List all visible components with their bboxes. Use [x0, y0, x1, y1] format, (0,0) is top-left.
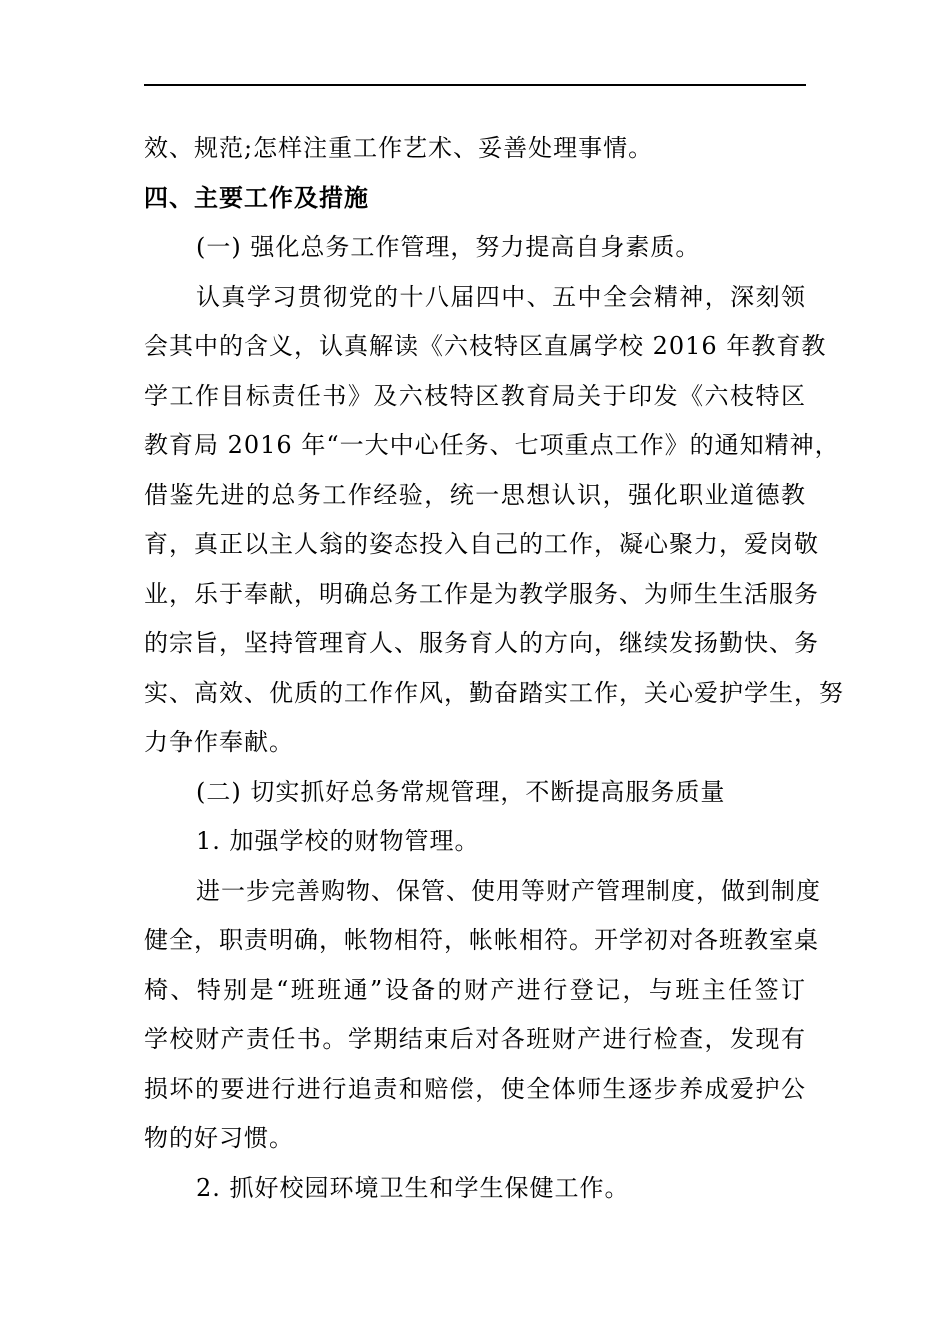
paragraph-line: 业，乐于奉献，明确总务工作是为教学服务、为师生生活服务 [144, 579, 819, 608]
subsection-heading: (二) 切实抓好总务常规管理，不断提高服务质量 [196, 777, 726, 806]
subsection-heading: (一) 强化总务工作管理，努力提高自身素质。 [196, 233, 701, 261]
paragraph-line: 进一步完善购物、保管、使用等财产管理制度，做到制度 [196, 876, 821, 905]
paragraph-line: 实、高效、优质的工作作风，勤奋踏实工作，关心爱护学生，努 [144, 678, 844, 707]
paragraph-line: 力争作奉献。 [144, 728, 294, 756]
paragraph-line: 物的好习惯。 [144, 1124, 294, 1152]
paragraph-line: 损坏的要进行进行追责和赔偿，使全体师生逐步养成爱护公 [144, 1074, 806, 1103]
paragraph-line: 健全，职责明确，帐物相符，帐帐相符。开学初对各班教室桌 [144, 926, 819, 954]
paragraph-line: 效、规范;怎样注重工作艺术、妥善处理事情。 [144, 134, 654, 162]
paragraph-line: 学校财产责任书。学期结束后对各班财产进行检查，发现有 [144, 1025, 806, 1053]
section-heading: 四、主要工作及措施 [144, 183, 369, 212]
header-rule [144, 84, 806, 86]
list-item-heading: 2. 抓好校园环境卫生和学生保健工作。 [196, 1173, 630, 1202]
document-body [144, 124, 844, 1213]
paragraph-line: 育，真正以主人翁的姿态投入自己的工作，凝心聚力，爱岗敬 [144, 530, 819, 558]
list-item-heading: 1. 加强学校的财物管理。 [196, 827, 480, 855]
paragraph-line: 学工作目标责任书》及六枝特区教育局关于印发《六枝特区 [144, 381, 806, 410]
paragraph-line: 教育局 2016 年“一大中心任务、七项重点工作》的通知精神， [144, 431, 840, 459]
paragraph-line: 认真学习贯彻党的十八届四中、五中全会精神，深刻领 [196, 282, 806, 311]
paragraph-line: 椅、特别是“班班通”设备的财产进行登记，与班主任签订 [144, 975, 806, 1004]
paragraph-line: 的宗旨，坚持管理育人、服务育人的方向，继续发扬勤快、务 [144, 629, 819, 657]
paragraph-line: 借鉴先进的总务工作经验，统一思想认识，强化职业道德教 [144, 480, 806, 509]
paragraph-line: 会其中的含义，认真解读《六枝特区直属学校 2016 年教育教 [144, 332, 827, 360]
